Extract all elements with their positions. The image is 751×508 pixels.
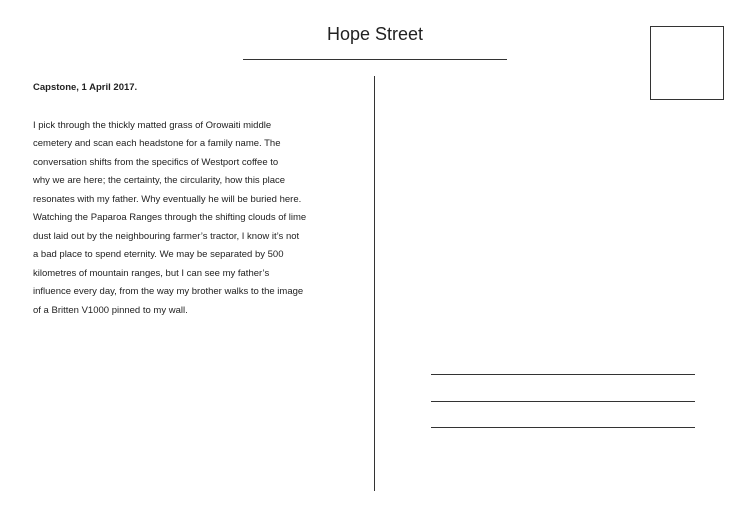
message-block — [33, 79, 363, 320]
message-line: I pick through the thickly matted grass of Orowaiti middle — [33, 119, 272, 131]
message-line: Watching the Paparoa Ranges through the shifting clouds of lime — [33, 212, 307, 223]
address-line — [431, 427, 695, 428]
message-line: conversation shifts from the specifics of Westport coffee to — [33, 156, 279, 168]
address-line — [431, 374, 695, 375]
message-line: dust laid out by the neighbouring farmer’s tractor, I know it’s not — [33, 230, 300, 242]
message-line: resonates with my father. Why eventually he will be buried here. — [33, 193, 302, 205]
message-line: why we are here; the certainty, the circularity, how this place — [33, 175, 286, 186]
message-heading: Capstone, 1 April 2017. — [33, 82, 138, 93]
message-line: kilometres of mountain ranges, but I can see my father’s — [33, 267, 270, 279]
stamp-box — [650, 26, 724, 100]
message-line: of a Britten V1000 pinned to my wall. — [33, 304, 188, 316]
message-line: influence every day, from the way my brother walks to the image — [33, 286, 304, 297]
address-line — [431, 401, 695, 402]
message-line: a bad place to spend eternity. We may be separated by 500 — [33, 249, 284, 260]
message-line: cemetery and scan each headstone for a family name. The — [33, 138, 281, 149]
center-divider — [374, 76, 375, 491]
message-body — [33, 117, 363, 321]
postcard-title: Hope Street — [326, 24, 424, 44]
title-underline — [243, 59, 507, 60]
